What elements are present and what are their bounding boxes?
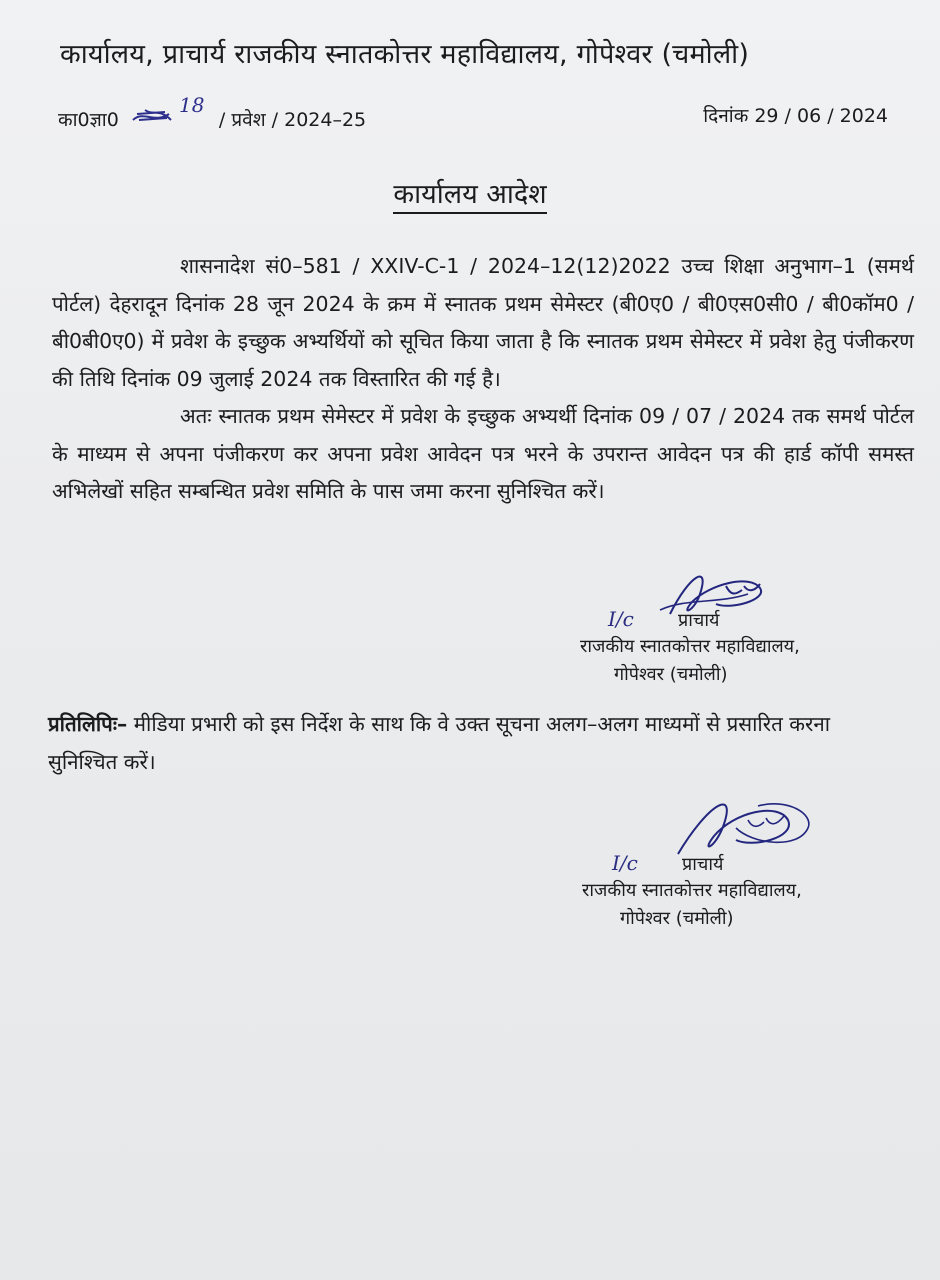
place-2: गोपेश्वर (चमोली) — [620, 908, 734, 929]
order-title-text: कार्यालय आदेश — [393, 179, 546, 214]
reference-number — [58, 93, 367, 132]
signature-block-2 — [582, 820, 882, 940]
signature-block-1 — [580, 578, 880, 698]
designation-1: प्राचार्य — [678, 610, 720, 631]
copy-to-label: प्रतिलिपिः– — [48, 712, 128, 736]
order-body — [52, 248, 914, 511]
institution-2: राजकीय स्नातकोत्तर महाविद्यालय, — [582, 880, 802, 901]
body-paragraph-2: अतः स्नातक प्रथम सेमेस्टर में प्रवेश के इच्छुक अभ्यर्थी दिनांक 09 / 07 / 2024 तक समर्थ पोर्टल के माध्यम से अपना पंजीकरण कर अपना प्रवेश आवेदन पत्र भरने के उपरान्त आवेदन पत्र की हार्ड कॉपी समस्त अभिलेखों सहित सम्बन्धित प्रवेश समिति के पास जमा करना सुनिश्चित करें। — [52, 404, 914, 503]
handwritten-reference-number — [125, 93, 213, 130]
office-header: कार्यालय, प्राचार्य राजकीय स्नातकोत्तर महाविद्यालय, गोपेश्वर (चमोली) — [60, 39, 750, 70]
ic-mark-2: I/c — [612, 851, 638, 875]
reference-prefix: का0ज्ञा0 — [58, 109, 119, 131]
body-paragraph-1: शासनादेश सं0–581 / XXIV-C-1 / 2024–12(12)2022 उच्च शिक्षा अनुभाग–1 (समर्थ पोर्टल) देहरादून दिनांक 28 जून 2024 के क्रम में स्नातक प्रथम सेमेस्टर (बी0ए0 / बी0एस0सी0 / बी0कॉम0 / बी0बी0ए0) में प्रवेश के इच्छुक अभ्यर्थियों को सूचित किया जाता है कि स्नातक प्रथम सेमेस्टर में प्रवेश हेतु पंजीकरण की तिथि दिनांक 09 जुलाई 2024 तक विस्तारित की गई है। — [52, 254, 914, 391]
copy-to-section — [48, 706, 878, 781]
ic-mark-1: I/c — [608, 607, 634, 631]
order-date: दिनांक 29 / 06 / 2024 — [703, 105, 888, 127]
handwritten-number: 18 — [178, 93, 205, 117]
reference-line — [58, 93, 888, 132]
designation-2: प्राचार्य — [682, 854, 724, 875]
reference-suffix: / प्रवेश / 2024–25 — [218, 109, 367, 131]
order-title — [0, 174, 940, 211]
institution-1: राजकीय स्नातकोत्तर महाविद्यालय, — [580, 636, 800, 657]
place-1: गोपेश्वर (चमोली) — [614, 664, 728, 685]
copy-to-text: मीडिया प्रभारी को इस निर्देश के साथ कि वे उक्त सूचना अलग–अलग माध्यमों से प्रसारित करना सुनिश्चित करें। — [48, 712, 831, 774]
